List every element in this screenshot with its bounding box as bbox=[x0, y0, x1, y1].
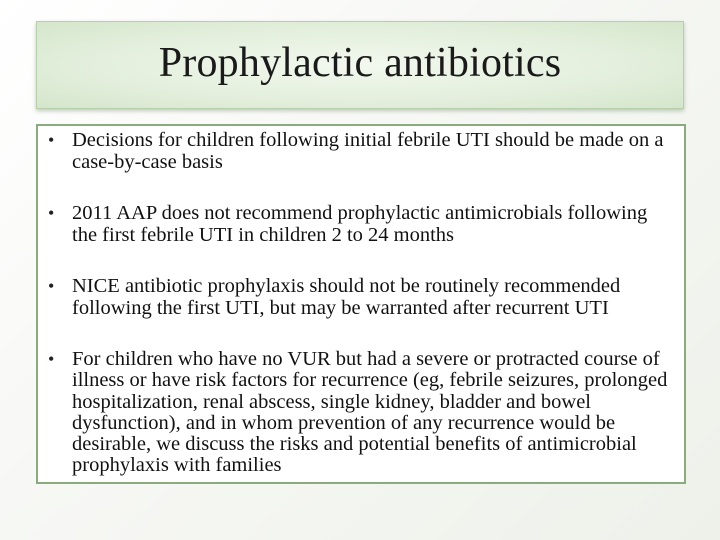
bullet-dot-icon: • bbox=[48, 130, 55, 150]
bullet-item bbox=[44, 203, 672, 246]
title-box bbox=[36, 21, 684, 109]
bullet-item bbox=[44, 276, 672, 319]
bullet-item bbox=[44, 130, 672, 173]
bullet-text: NICE antibiotic prophylaxis should not be routinely recommended following the first UTI, but may be warranted after recurrent UTI bbox=[72, 275, 621, 319]
bullet-text: 2011 AAP does not recommend prophylactic antimicrobials following the first febrile UTI in children 2 to 24 months bbox=[72, 202, 648, 246]
bullet-list bbox=[44, 130, 672, 477]
bullet-text: For children who have no VUR but had a severe or protracted course of illness or have risk factors for recurrence (eg, febrile seizures, prolonged hospitalization, renal abscess, single kidney, bladder and bowel dysfunction), and in whom prevention of any recurrence would be desirable, we discuss the risks and potential benefits of antimicrobial prophylaxis with families bbox=[72, 348, 668, 477]
bullet-dot-icon: • bbox=[48, 276, 55, 296]
content-box bbox=[36, 124, 686, 484]
slide-title: Prophylactic antibiotics bbox=[158, 40, 562, 86]
bullet-dot-icon: • bbox=[48, 349, 55, 369]
bullet-dot-icon: • bbox=[48, 203, 55, 223]
bullet-item bbox=[44, 349, 672, 477]
bullet-text: Decisions for children following initial febrile UTI should be made on a case-by-case basis bbox=[72, 129, 664, 173]
